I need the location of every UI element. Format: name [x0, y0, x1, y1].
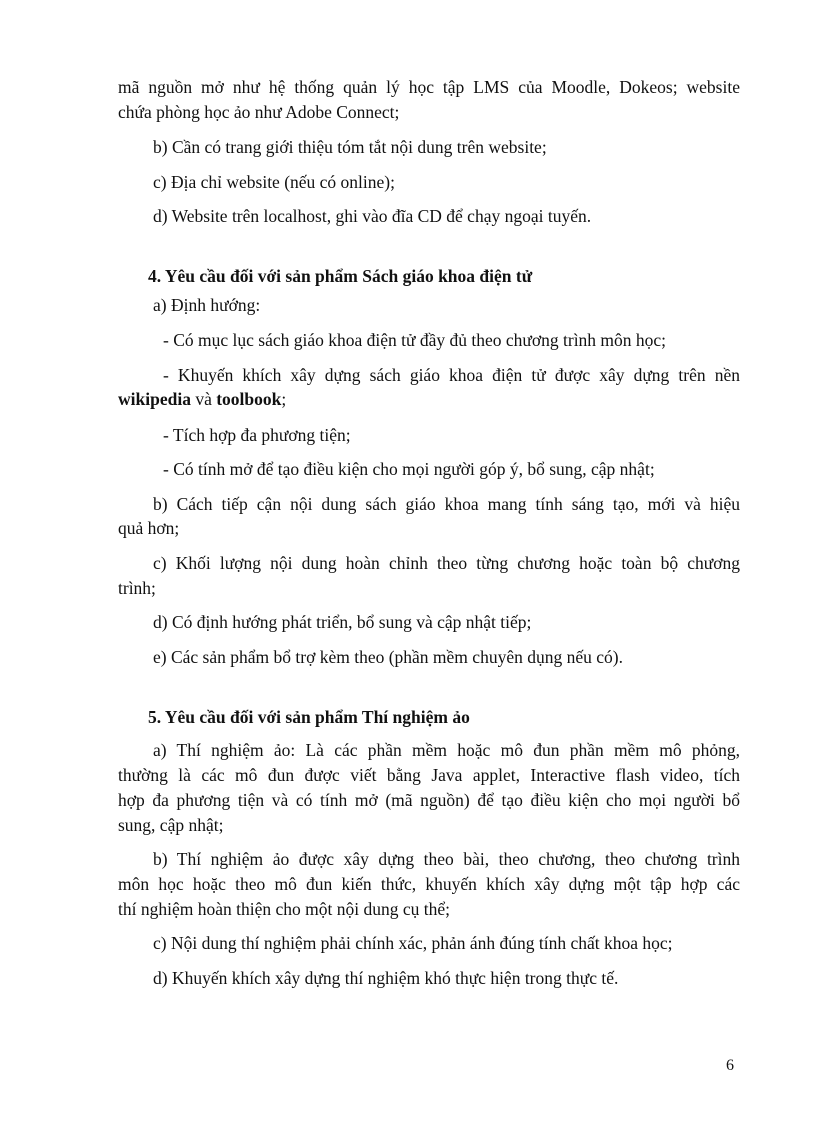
section-5-heading: 5. Yêu cầu đối với sản phẩm Thí nghiệm ảo: [148, 707, 470, 727]
intro-item-c: c) Địa chỉ website (nếu có online);: [153, 172, 395, 192]
section-4-item-a2-line-2: [118, 388, 286, 410]
section-5-item-a-line-3: hợp đa phương tiện và có tính mở (mã nguồn) để tạo điều kiện cho mọi người bổ: [118, 790, 740, 810]
section-5-item-b-line-2: môn học hoặc theo mô đun kiến thức, khuyến khích xây dựng một tập hợp các: [118, 874, 740, 894]
section-4-item-b-line-2: quả hơn;: [118, 518, 180, 538]
intro-line-1: mã nguồn mở như hệ thống quản lý học tập LMS của Moodle, Dokeos; website: [118, 77, 740, 97]
section-4-item-a3: - Tích hợp đa phương tiện;: [163, 425, 351, 445]
section-4-item-a-label: a) Định hướng:: [153, 295, 261, 315]
intro-item-b: b) Cần có trang giới thiệu tóm tắt nội dung trên website;: [153, 137, 547, 157]
section-5-item-b-line-3: thí nghiệm hoàn thiện cho một nội dung cụ thể;: [118, 899, 450, 919]
wikipedia-term: wikipedia: [118, 389, 191, 409]
section-5-item-a-line-4: sung, cập nhật;: [118, 815, 224, 835]
section-4-item-b-line-1: b) Cách tiếp cận nội dung sách giáo khoa mang tính sáng tạo, mới và hiệu: [153, 494, 740, 514]
section-4-item-c-line-2: trình;: [118, 578, 156, 598]
section-5-item-b-line-1: b) Thí nghiệm ảo được xây dựng theo bài, theo chương, theo chương trình: [153, 849, 740, 869]
section-5-item-a-line-1: a) Thí nghiệm ảo: Là các phần mềm hoặc mô đun phần mềm mô phỏng,: [153, 740, 740, 760]
section-5-item-d: d) Khuyến khích xây dựng thí nghiệm khó thực hiện trong thực tế.: [153, 968, 619, 988]
section-4-item-a2-line-1: - Khuyến khích xây dựng sách giáo khoa điện tử được xây dựng trên nền: [163, 365, 740, 385]
section-4-item-e: e) Các sản phẩm bổ trợ kèm theo (phần mềm chuyên dụng nếu có).: [153, 647, 623, 667]
intro-line-2: chứa phòng học ảo như Adobe Connect;: [118, 102, 400, 122]
section-4-item-c-line-1: c) Khối lượng nội dung hoàn chỉnh theo từng chương hoặc toàn bộ chương: [153, 553, 740, 573]
section-4-item-d: d) Có định hướng phát triển, bổ sung và cập nhật tiếp;: [153, 612, 532, 632]
section-4-item-a1: - Có mục lục sách giáo khoa điện tử đầy đủ theo chương trình môn học;: [163, 330, 667, 350]
section-4-heading: 4. Yêu cầu đối với sản phẩm Sách giáo khoa điện tử: [148, 266, 533, 286]
conjunction-text: và: [190, 389, 217, 409]
toolbook-term: toolbook: [216, 389, 282, 409]
page-number: 6: [726, 1057, 734, 1074]
section-5-item-a-line-2: thường là các mô đun được viết bằng Java applet, Interactive flash video, tích: [118, 765, 740, 785]
section-5-item-c: c) Nội dung thí nghiệm phải chính xác, phản ánh đúng tính chất khoa học;: [153, 933, 673, 953]
punctuation-text: ;: [281, 389, 287, 409]
section-4-item-a4: - Có tính mở để tạo điều kiện cho mọi người góp ý, bổ sung, cập nhật;: [163, 459, 655, 479]
intro-item-d: d) Website trên localhost, ghi vào đĩa CD để chạy ngoại tuyến.: [153, 206, 592, 226]
